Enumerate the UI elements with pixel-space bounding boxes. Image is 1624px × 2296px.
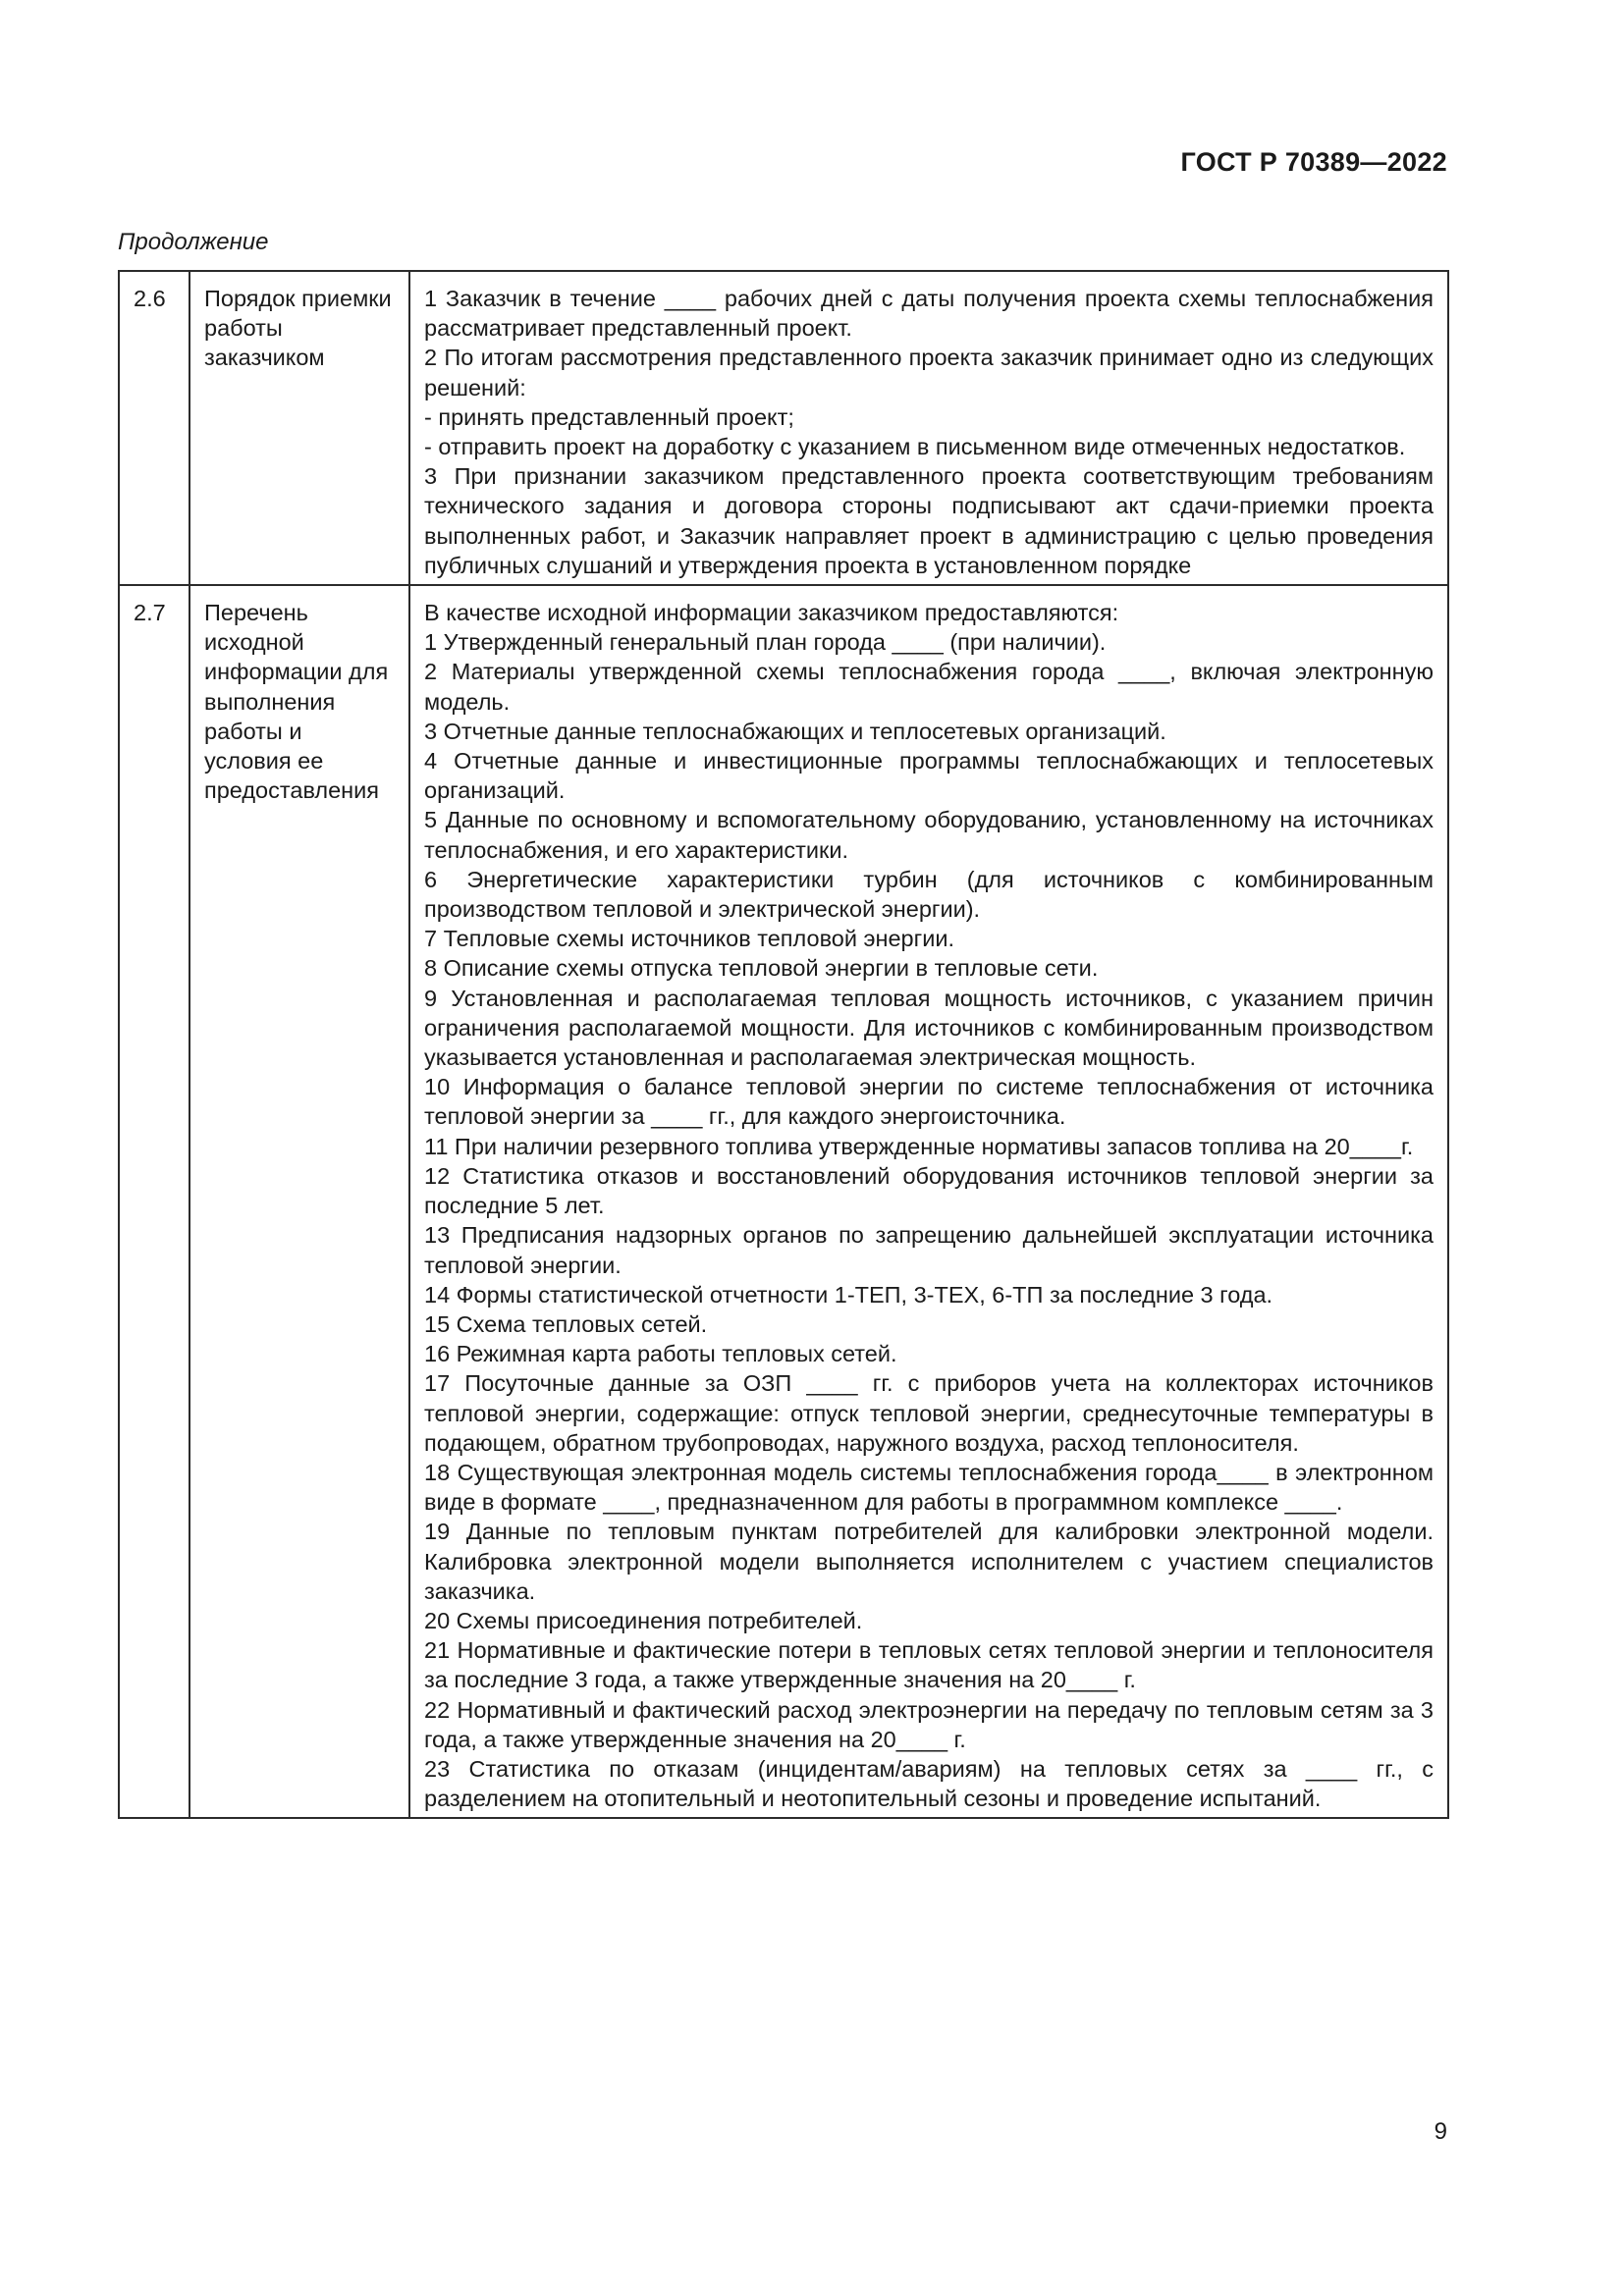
paragraph: 15 Схема тепловых сетей.: [424, 1310, 708, 1337]
paragraph: 17 Посуточные данные за ОЗП ____ гг. с приборов учета на коллекторах источников тепловой энергии, содержащие: отпуск тепловой энергии, среднесуточные температуры в подающем, обратном трубопроводах, наружного воздуха, расход теплоносителя.: [424, 1370, 1434, 1456]
paragraph: 7 Тепловые схемы источников тепловой энергии.: [424, 926, 954, 952]
paragraph: 3 Отчетные данные теплоснабжающих и теплосетевых организаций.: [424, 718, 1166, 744]
table-row: [119, 271, 1448, 585]
paragraph: 23 Статистика по отказам (инцидентам/авариям) на тепловых сетях за ____ гг., с разделением на отопительный и неотопительный сезоны и проведение испытаний.: [424, 1755, 1434, 1812]
paragraph: 5 Данные по основному и вспомогательному оборудованию, установленному на источниках теплоснабжения, и его характеристики.: [424, 807, 1434, 863]
paragraph: 21 Нормативные и фактические потери в тепловых сетях тепловой энергии и теплоносителя за последние 3 года, а также утвержденные значения на 20____ г.: [424, 1637, 1434, 1693]
row-content: [409, 271, 1448, 585]
row-title: Порядок приемки работы заказчиком: [189, 271, 409, 585]
document-header: ГОСТ Р 70389—2022: [1180, 147, 1447, 177]
paragraph: 20 Схемы присоединения потребителей.: [424, 1607, 863, 1633]
paragraph: 9 Установленная и располагаемая тепловая мощность источников, с указанием причин ограничения располагаемой мощности. Для источников с комбинированным производством указывается установленная и располагаемая электрическая мощность.: [424, 985, 1434, 1071]
paragraph: 18 Существующая электронная модель системы теплоснабжения города____ в электронном виде в формате ____, предназначенном для работы в программном комплексе ____.: [424, 1459, 1434, 1516]
table-row: [119, 585, 1448, 1818]
row-number: 2.7: [119, 585, 189, 1818]
requirements-table: [118, 270, 1449, 1819]
paragraph: 12 Статистика отказов и восстановлений оборудования источников тепловой энергии за последние 5 лет.: [424, 1162, 1434, 1219]
paragraph: - принять представленный проект;: [424, 403, 794, 430]
row-number: 2.6: [119, 271, 189, 585]
paragraph: 1 Заказчик в течение ____ рабочих дней с даты получения проекта схемы теплоснабжения рассматривает представленный проект.: [424, 286, 1434, 342]
row-content: [409, 585, 1448, 1818]
paragraph: 3 При признании заказчиком представленного проекта соответствующим требованиям технического задания и договора стороны подписывают акт сдачи-приемки проекта выполненных работ, и Заказчик направляет проект в администрацию с целью проведения публичных слушаний и утверждения проекта в установленном порядке: [424, 463, 1434, 578]
page-number: 9: [1434, 2118, 1447, 2145]
row-title: Перечень исходной информации для выполнения работы и условия ее предоставления: [189, 585, 409, 1818]
paragraph: 11 При наличии резервного топлива утвержденные нормативы запасов топлива на 20____г.: [424, 1133, 1414, 1159]
paragraph: 19 Данные по тепловым пунктам потребителей для калибровки электронной модели. Калибровка электронной модели выполняется исполнителем с участием специалистов заказчика.: [424, 1519, 1434, 1604]
paragraph: 10 Информация о балансе тепловой энергии по системе теплоснабжения от источника тепловой энергии за ____ гг., для каждого энергоисточника.: [424, 1074, 1434, 1130]
paragraph: - отправить проект на доработку с указанием в письменном виде отмеченных недостатков.: [424, 434, 1406, 460]
paragraph: 22 Нормативный и фактический расход электроэнергии на передачу по тепловым сетям за 3 года, а также утвержденные значения на 20____ г.: [424, 1696, 1434, 1752]
paragraph: 2 По итогам рассмотрения представленного проекта заказчик принимает одно из следующих решений:: [424, 345, 1434, 400]
continuation-label: Продолжение: [118, 229, 269, 255]
paragraph: 8 Описание схемы отпуска тепловой энергии в тепловые сети.: [424, 955, 1099, 982]
paragraph: 6 Энергетические характеристики турбин (для источников с комбинированным производством тепловой и электрической энергии).: [424, 866, 1434, 923]
paragraph: В качестве исходной информации заказчиком предоставляются:: [424, 600, 1119, 626]
paragraph: 1 Утвержденный генеральный план города ____ (при наличии).: [424, 629, 1107, 656]
paragraph: 13 Предписания надзорных органов по запрещению дальнейшей эксплуатации источника тепловой энергии.: [424, 1222, 1434, 1278]
paragraph: 2 Материалы утвержденной схемы теплоснабжения города ____, включая электронную модель.: [424, 659, 1434, 715]
paragraph: 14 Формы статистической отчетности 1-ТЕП, 3-ТЕХ, 6-ТП за последние 3 года.: [424, 1281, 1273, 1308]
paragraph: 4 Отчетные данные и инвестиционные программы теплоснабжающих и теплосетевых организаций.: [424, 748, 1434, 804]
paragraph: 16 Режимная карта работы тепловых сетей.: [424, 1341, 897, 1367]
